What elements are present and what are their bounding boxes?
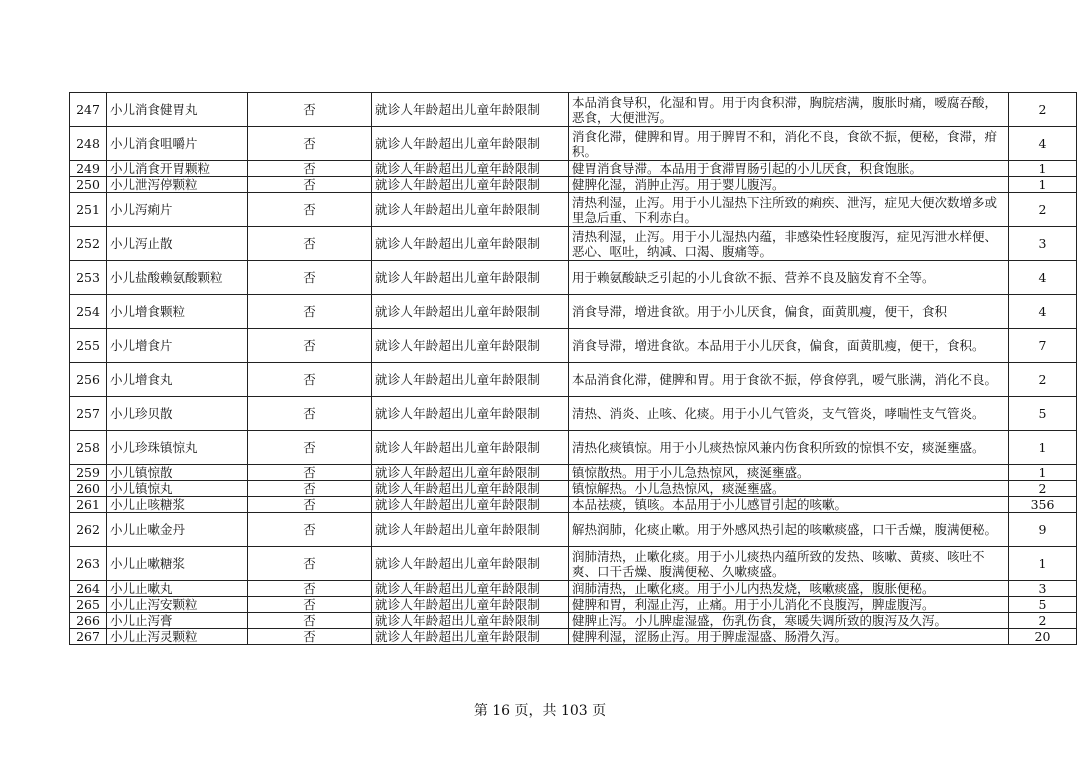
drug-description: 消食导滞，增进食欲。用于小儿厌食，偏食，面黄肌瘦，便干，食积 <box>569 295 1009 329</box>
drug-description: 解热润肺，化痰止嗽。用于外感风热引起的咳嗽痰盛，口干舌燥，腹满便秘。 <box>569 513 1009 547</box>
limit-rule: 就诊人年龄超出儿童年龄限制 <box>372 629 569 645</box>
row-number: 256 <box>70 363 107 397</box>
limit-rule: 就诊人年龄超出儿童年龄限制 <box>372 547 569 581</box>
drug-name: 小儿止泻安颗粒 <box>107 597 248 613</box>
count-cell: 2 <box>1009 93 1077 127</box>
table-row <box>70 261 1077 295</box>
limit-rule: 就诊人年龄超出儿童年龄限制 <box>372 261 569 295</box>
flag-cell: 否 <box>248 597 372 613</box>
flag-cell: 否 <box>248 465 372 481</box>
count-cell: 4 <box>1009 261 1077 295</box>
drug-name: 小儿增食丸 <box>107 363 248 397</box>
count-cell: 9 <box>1009 513 1077 547</box>
count-cell: 2 <box>1009 193 1077 227</box>
table-row <box>70 597 1077 613</box>
drug-description: 消食化滞，健脾和胃。用于脾胃不和，消化不良，食欲不振，便秘，食滞，疳积。 <box>569 127 1009 161</box>
drug-table <box>69 92 1077 645</box>
drug-name: 小儿镇惊散 <box>107 465 248 481</box>
drug-description: 健胃消食导滞。本品用于食滞胃肠引起的小儿厌食，积食饱胀。 <box>569 161 1009 177</box>
limit-rule: 就诊人年龄超出儿童年龄限制 <box>372 465 569 481</box>
limit-rule: 就诊人年龄超出儿童年龄限制 <box>372 227 569 261</box>
row-number: 259 <box>70 465 107 481</box>
limit-rule: 就诊人年龄超出儿童年龄限制 <box>372 597 569 613</box>
row-number: 257 <box>70 397 107 431</box>
drug-name: 小儿珍贝散 <box>107 397 248 431</box>
table-row <box>70 329 1077 363</box>
drug-description: 本品消食化滞，健脾和胃。用于食欲不振，停食停乳，嗳气胀满，消化不良。 <box>569 363 1009 397</box>
limit-rule: 就诊人年龄超出儿童年龄限制 <box>372 161 569 177</box>
table-row <box>70 177 1077 193</box>
flag-cell: 否 <box>248 161 372 177</box>
flag-cell: 否 <box>248 127 372 161</box>
limit-rule: 就诊人年龄超出儿童年龄限制 <box>372 397 569 431</box>
row-number: 247 <box>70 93 107 127</box>
drug-name: 小儿泻痢片 <box>107 193 248 227</box>
drug-description: 润肺清热，止嗽化痰。用于小儿痰热内蕴所致的发热、咳嗽、黄痰、咳吐不爽、口干舌燥、腹满便秘、久嗽痰盛。 <box>569 547 1009 581</box>
flag-cell: 否 <box>248 629 372 645</box>
table-row <box>70 161 1077 177</box>
drug-description: 健脾化湿，消肿止泻。用于婴儿腹泻。 <box>569 177 1009 193</box>
limit-rule: 就诊人年龄超出儿童年龄限制 <box>372 363 569 397</box>
table-row <box>70 127 1077 161</box>
table-row <box>70 363 1077 397</box>
flag-cell: 否 <box>248 431 372 465</box>
drug-description: 清热利湿，止泻。用于小儿湿热下注所致的痢疾、泄泻，症见大便次数增多或里急后重、下利赤白。 <box>569 193 1009 227</box>
drug-name: 小儿消食健胃丸 <box>107 93 248 127</box>
row-number: 251 <box>70 193 107 227</box>
drug-name: 小儿止嗽丸 <box>107 581 248 597</box>
drug-name: 小儿消食开胃颗粒 <box>107 161 248 177</box>
row-number: 258 <box>70 431 107 465</box>
count-cell: 2 <box>1009 613 1077 629</box>
table-row <box>70 547 1077 581</box>
drug-description: 镇惊解热。小儿急热惊风，痰涎壅盛。 <box>569 481 1009 497</box>
count-cell: 5 <box>1009 397 1077 431</box>
count-cell: 1 <box>1009 161 1077 177</box>
drug-name: 小儿镇惊丸 <box>107 481 248 497</box>
limit-rule: 就诊人年龄超出儿童年龄限制 <box>372 329 569 363</box>
row-number: 264 <box>70 581 107 597</box>
drug-name: 小儿止泻灵颗粒 <box>107 629 248 645</box>
limit-rule: 就诊人年龄超出儿童年龄限制 <box>372 481 569 497</box>
count-cell: 7 <box>1009 329 1077 363</box>
drug-description: 消食导滞，增进食欲。本品用于小儿厌食，偏食，面黄肌瘦，便干，食积。 <box>569 329 1009 363</box>
count-cell: 4 <box>1009 127 1077 161</box>
flag-cell: 否 <box>248 481 372 497</box>
row-number: 267 <box>70 629 107 645</box>
count-cell: 3 <box>1009 227 1077 261</box>
flag-cell: 否 <box>248 93 372 127</box>
flag-cell: 否 <box>248 329 372 363</box>
table-row <box>70 295 1077 329</box>
count-cell: 2 <box>1009 363 1077 397</box>
table-row <box>70 465 1077 481</box>
row-number: 266 <box>70 613 107 629</box>
flag-cell: 否 <box>248 227 372 261</box>
page-number: 第 16 页，共 103 页 <box>473 703 607 719</box>
table-row <box>70 193 1077 227</box>
flag-cell: 否 <box>248 261 372 295</box>
row-number: 253 <box>70 261 107 295</box>
limit-rule: 就诊人年龄超出儿童年龄限制 <box>372 127 569 161</box>
drug-description: 清热利湿，止泻。用于小儿湿热内蕴，非感染性轻度腹泻，症见泻泄水样便、恶心、呕吐，纳减、口渴、腹痛等。 <box>569 227 1009 261</box>
row-number: 263 <box>70 547 107 581</box>
limit-rule: 就诊人年龄超出儿童年龄限制 <box>372 613 569 629</box>
row-number: 250 <box>70 177 107 193</box>
drug-description: 本品祛痰，镇咳。本品用于小儿感冒引起的咳嗽。 <box>569 497 1009 513</box>
drug-description: 用于赖氨酸缺乏引起的小儿食欲不振、营养不良及脑发育不全等。 <box>569 261 1009 295</box>
drug-name: 小儿止咳糖浆 <box>107 497 248 513</box>
row-number: 262 <box>70 513 107 547</box>
row-number: 252 <box>70 227 107 261</box>
drug-name: 小儿止嗽糖浆 <box>107 547 248 581</box>
limit-rule: 就诊人年龄超出儿童年龄限制 <box>372 193 569 227</box>
flag-cell: 否 <box>248 397 372 431</box>
row-number: 254 <box>70 295 107 329</box>
count-cell: 1 <box>1009 431 1077 465</box>
table-row <box>70 513 1077 547</box>
table-row <box>70 227 1077 261</box>
drug-name: 小儿盐酸赖氨酸颗粒 <box>107 261 248 295</box>
limit-rule: 就诊人年龄超出儿童年龄限制 <box>372 497 569 513</box>
table-row <box>70 481 1077 497</box>
drug-name: 小儿止泻膏 <box>107 613 248 629</box>
flag-cell: 否 <box>248 547 372 581</box>
count-cell: 356 <box>1009 497 1077 513</box>
drug-name: 小儿泄泻停颗粒 <box>107 177 248 193</box>
count-cell: 4 <box>1009 295 1077 329</box>
drug-description: 健脾止泻。小儿脾虚湿盛，伤乳伤食，寒暖失调所致的腹泻及久泻。 <box>569 613 1009 629</box>
limit-rule: 就诊人年龄超出儿童年龄限制 <box>372 93 569 127</box>
row-number: 248 <box>70 127 107 161</box>
flag-cell: 否 <box>248 497 372 513</box>
drug-description: 本品消食导积，化湿和胃。用于肉食积滞，胸脘痞满，腹胀时痛，嗳腐吞酸，恶食，大便泄泻。 <box>569 93 1009 127</box>
row-number: 265 <box>70 597 107 613</box>
count-cell: 20 <box>1009 629 1077 645</box>
limit-rule: 就诊人年龄超出儿童年龄限制 <box>372 513 569 547</box>
table-row <box>70 581 1077 597</box>
row-number: 255 <box>70 329 107 363</box>
drug-description: 清热、消炎、止咳、化痰。用于小儿气管炎，支气管炎，哮喘性支气管炎。 <box>569 397 1009 431</box>
limit-rule: 就诊人年龄超出儿童年龄限制 <box>372 431 569 465</box>
flag-cell: 否 <box>248 295 372 329</box>
flag-cell: 否 <box>248 513 372 547</box>
limit-rule: 就诊人年龄超出儿童年龄限制 <box>372 295 569 329</box>
drug-description: 健脾利湿，涩肠止泻。用于脾虚湿盛、肠滑久泻。 <box>569 629 1009 645</box>
row-number: 261 <box>70 497 107 513</box>
count-cell: 1 <box>1009 177 1077 193</box>
flag-cell: 否 <box>248 363 372 397</box>
drug-description: 镇惊散热。用于小儿急热惊风，痰涎壅盛。 <box>569 465 1009 481</box>
drug-description: 润肺清热，止嗽化痰。用于小儿内热发烧，咳嗽痰盛，腹胀便秘。 <box>569 581 1009 597</box>
table-row <box>70 629 1077 645</box>
count-cell: 5 <box>1009 597 1077 613</box>
table-row <box>70 397 1077 431</box>
count-cell: 3 <box>1009 581 1077 597</box>
row-number: 260 <box>70 481 107 497</box>
flag-cell: 否 <box>248 193 372 227</box>
flag-cell: 否 <box>248 177 372 193</box>
table-row <box>70 613 1077 629</box>
drug-description: 健脾和胃，利湿止泻，止痛。用于小儿消化不良腹泻，脾虚腹泻。 <box>569 597 1009 613</box>
count-cell: 1 <box>1009 465 1077 481</box>
drug-name: 小儿泻止散 <box>107 227 248 261</box>
flag-cell: 否 <box>248 581 372 597</box>
table-row <box>70 93 1077 127</box>
drug-name: 小儿消食咀嚼片 <box>107 127 248 161</box>
table-row <box>70 497 1077 513</box>
limit-rule: 就诊人年龄超出儿童年龄限制 <box>372 581 569 597</box>
drug-name: 小儿增食颗粒 <box>107 295 248 329</box>
drug-name: 小儿增食片 <box>107 329 248 363</box>
drug-name: 小儿珍珠镇惊丸 <box>107 431 248 465</box>
flag-cell: 否 <box>248 613 372 629</box>
limit-rule: 就诊人年龄超出儿童年龄限制 <box>372 177 569 193</box>
drug-name: 小儿止嗽金丹 <box>107 513 248 547</box>
row-number: 249 <box>70 161 107 177</box>
table-body <box>70 93 1077 645</box>
table-row <box>70 431 1077 465</box>
count-cell: 1 <box>1009 547 1077 581</box>
count-cell: 2 <box>1009 481 1077 497</box>
drug-description: 清热化痰镇惊。用于小儿痰热惊风兼内伤食积所致的惊惧不安，痰涎壅盛。 <box>569 431 1009 465</box>
